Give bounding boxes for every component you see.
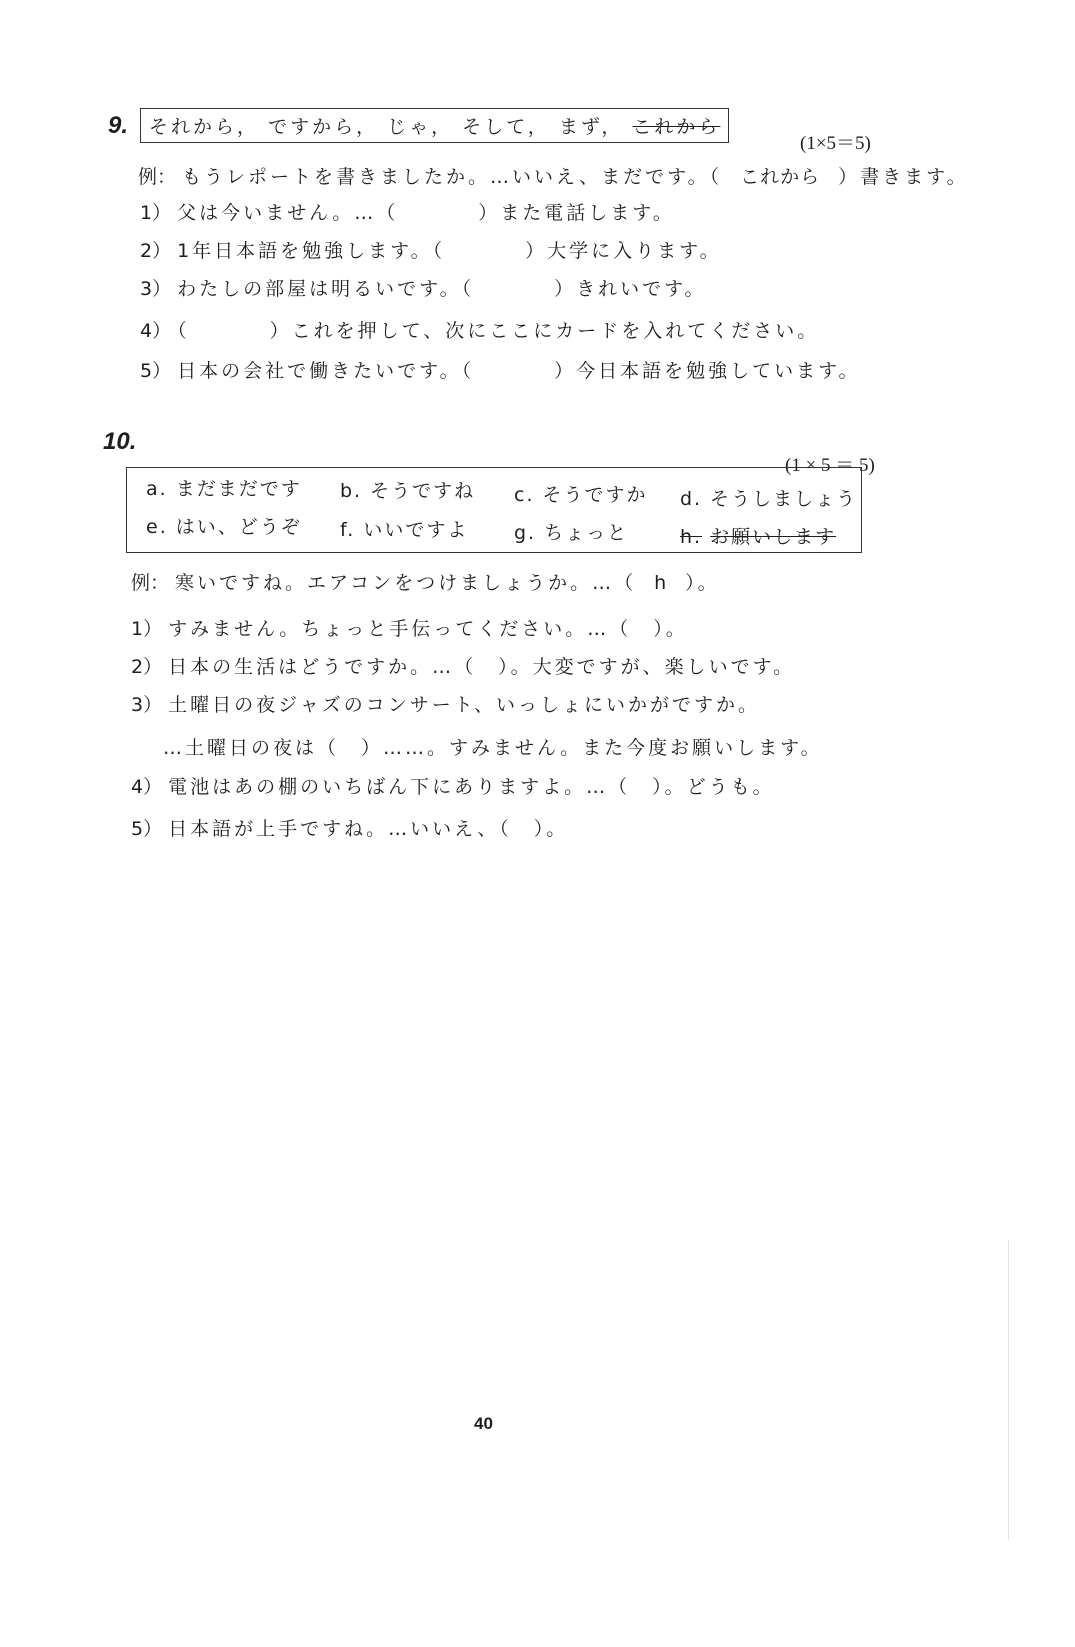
item-text: 土曜日の夜ジャズのコンサート、いっしょにいかがですか。 [168,694,761,716]
choice-text: そうですか [542,484,648,506]
page-number: 40 [474,1414,493,1433]
section-10-item-5 [131,814,568,841]
choice-f [340,515,468,542]
item-text-end: ）。どうも。 [652,776,775,798]
choice-text: はい、どうぞ [175,516,302,538]
section-9-item-3 [140,274,707,301]
item-text-end: ）きれいです。 [554,278,707,300]
item-text: 日本の生活はどうですか。…（ [168,656,477,678]
choice-key: e. [146,516,168,538]
item-label: 3） [140,278,172,300]
example-text-end: ）。 [685,572,720,594]
item-label: 3） [131,694,163,716]
section-10-number: 10. [103,428,137,455]
example-text-end: ）書きます。 [838,166,969,188]
choice-key: h. [680,526,703,548]
item-text-end: ）大学に入ります。 [525,240,722,262]
example-text: もうレポートを書きましたか。…いいえ、まだです。（ [182,166,723,188]
section-10-item-2 [131,652,795,679]
section-10-example [131,568,720,595]
choice-text: ちょっと [544,522,629,544]
scan-edge-line [1008,1240,1009,1540]
choice-text: そうですね [370,480,476,502]
example-label: 例： [138,166,177,188]
word-bank-used-item: これから [632,116,721,138]
item-text: （ [177,320,190,342]
choice-key: b. [340,480,363,502]
item-text-end: ）これを押して、次にここにカードを入れてください。 [269,320,820,342]
item-label: 1） [140,202,172,224]
choice-c [514,480,648,507]
example-answer: これから [740,166,821,188]
section-9-item-1 [140,198,675,225]
example-text: 寒いですね。エアコンをつけましょうか。…（ [175,572,637,594]
word-bank-item: そして， [462,116,550,138]
example-label: 例： [131,572,170,594]
example-answer: h [654,572,668,594]
choice-key: d. [680,488,703,510]
item-text: 日本の会社で働きたいです。（ [177,360,475,382]
section-9-number: 9. [108,112,129,139]
section-9-item-4 [140,316,819,343]
item-text-end: ）。大変ですが、楽しいです。 [498,656,796,678]
section-10-item-4 [131,772,775,799]
section-9-item-5 [140,356,861,383]
item-label: 2） [140,240,172,262]
item-text: 電池はあの棚のいちばん下にありますよ。…（ [168,776,631,798]
word-bank-item: ですから， [268,116,379,138]
choice-key: c. [514,484,535,506]
item-text: 父は今いません。…（ [177,202,399,224]
choice-a [146,474,302,501]
word-bank-item: それから， [149,116,260,138]
item-label: 2） [131,656,163,678]
choice-text: まだまだです [175,478,302,500]
item-text: 日本語が上手ですね。…いいえ、（ [168,818,512,840]
item-text-end: ）……。すみません。また今度お願いします。 [361,737,823,759]
section-9-example [138,162,969,189]
choice-d [680,484,857,511]
section-10-score: (1 × 5 ＝ 5) [785,455,875,476]
item-text: わたしの部屋は明るいです。（ [177,278,475,300]
choice-key: g. [514,522,537,544]
choice-g [514,518,628,545]
item-text: …土曜日の夜は（ [163,737,340,759]
item-label: 4） [140,320,172,342]
section-9-item-2 [140,236,722,263]
choice-h-used [680,522,836,549]
word-bank-item: じゃ， [387,116,454,138]
item-label: 5） [131,818,163,840]
item-label: 5） [140,360,172,382]
section-10-item-3-response [163,733,823,760]
item-label: 4） [131,776,163,798]
section-10-item-1 [131,614,688,641]
item-text: すみません。ちょっと手伝ってください。…（ [168,618,632,640]
item-text-end: ）。 [533,818,569,840]
item-text-end: ）また電話します。 [478,202,675,224]
choice-b [340,476,475,503]
item-text-end: ）。 [653,618,688,640]
choice-text: お願いします [710,526,837,548]
choice-key: a. [146,478,168,500]
choice-text: いいですよ [363,519,469,541]
word-bank-item: まず， [558,116,624,138]
section-10-item-3 [131,690,760,717]
choice-key: f. [340,519,356,541]
item-text: 1年日本語を勉強します。（ [177,240,446,262]
section-9-word-bank [140,108,729,143]
choice-e [146,512,302,539]
item-text-end: ）今日本語を勉強しています。 [554,360,861,382]
choice-text: そうしましょう [710,488,858,510]
section-9-score: (1×5＝5) [800,133,871,154]
item-label: 1） [131,618,163,640]
